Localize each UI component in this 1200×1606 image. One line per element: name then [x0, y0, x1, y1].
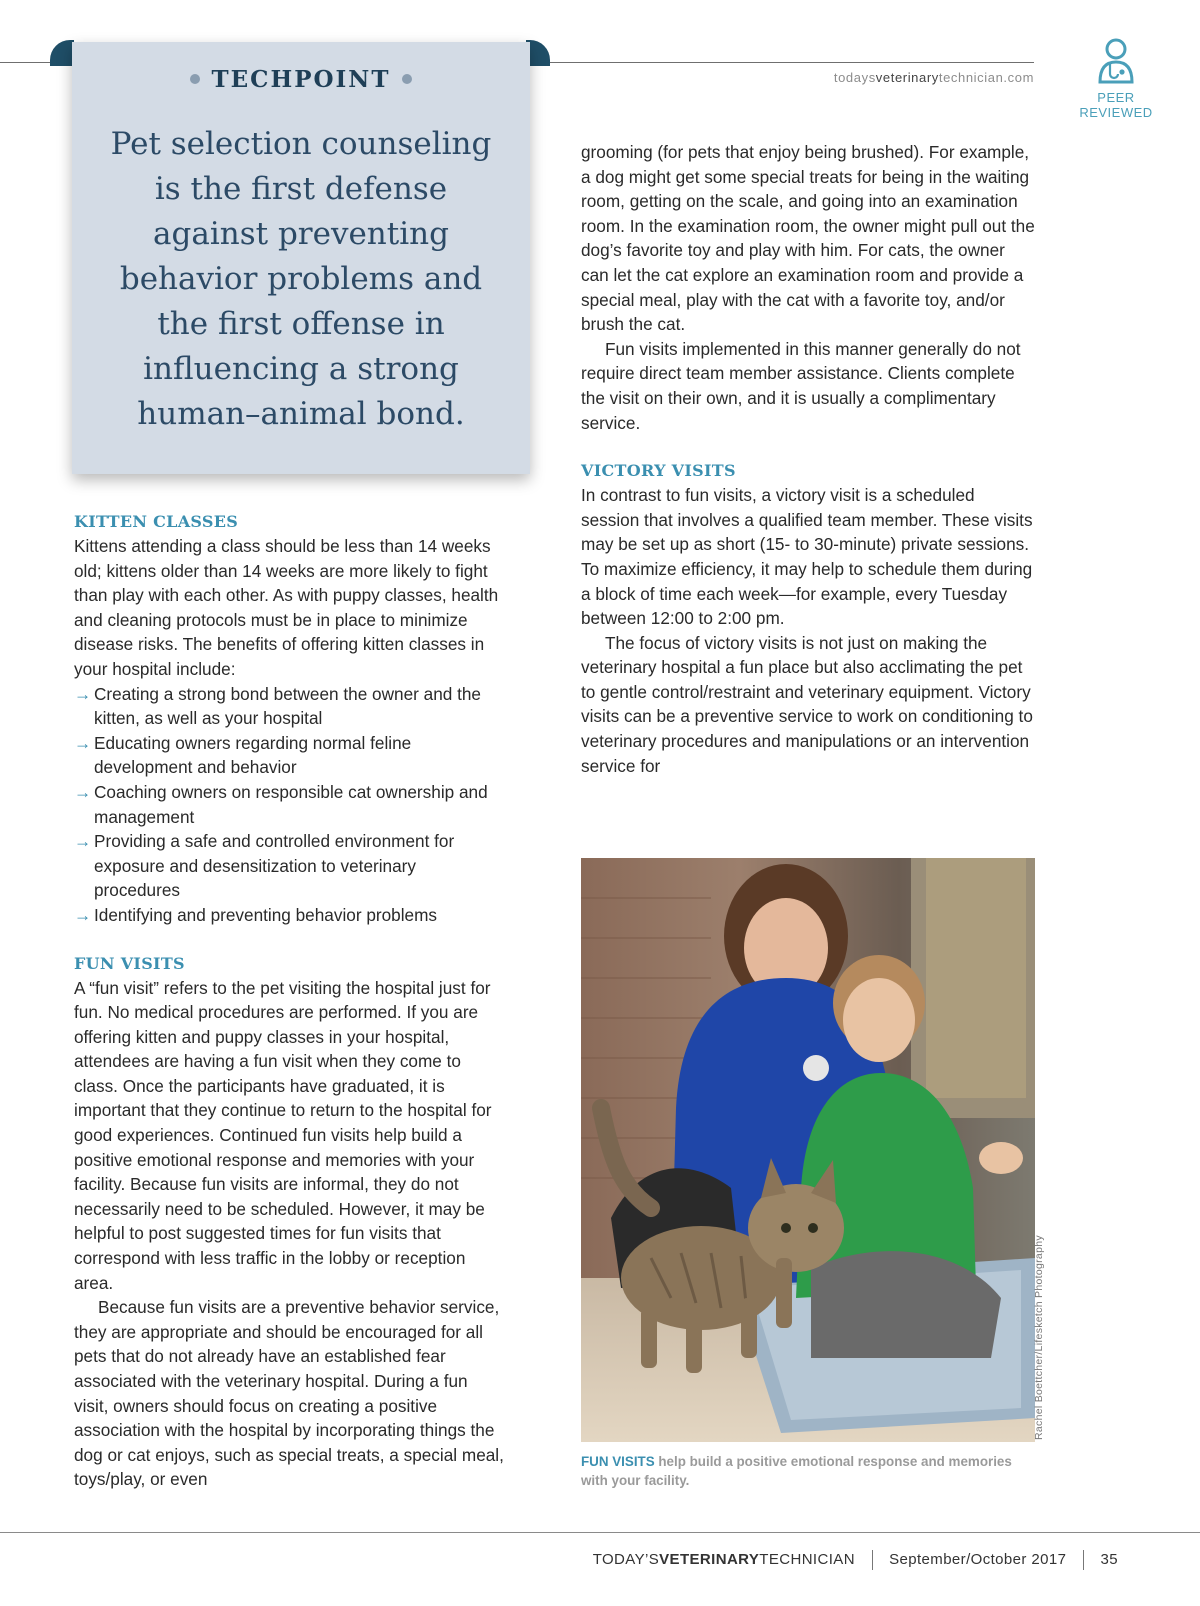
victory-visits-paragraph-2: The focus of victory visits is not just on making the veterinary hospital a fun place but also acclimating the pet to gentle control/restraint and veterinary equipment. Victory visits can be a preventive service to work on conditioning to veterinary procedures and manipulations or an intervention service for [581, 632, 1033, 776]
bullet-dot-icon [402, 74, 412, 84]
list-item [74, 829, 504, 903]
site-url-bold: veterinary [875, 70, 939, 85]
veterinarian-icon [1096, 36, 1136, 84]
kitten-classes-intro: Kittens attending a class should be less than 14 weeks old; kittens older than 14 weeks are more likely to fight than play with each other. As with puppy classes, health and cleaning protocols must be in place to minimize disease risks. The benefits of offering kitten classes in your hospital include: [74, 536, 499, 679]
header-rule-right [544, 62, 1034, 63]
arrow-right-icon: → [74, 831, 92, 852]
right-paragraph-1: grooming (for pets that enjoy being brushed). For example, a dog might get some special treats for being in the waiting room, getting on the scale, and going into an examination room. In the examination room, the owner might pull out the dog’s favorite toy and play with him. For cats, the owner can let the cat explore an examination room and provide a special meal, play with the cat with a favorite toy, and/or brush the cat. [581, 142, 1035, 335]
footer-rule [0, 1532, 1200, 1533]
photo-credit: Rachel Boettcher/Lifesketch Photography [1033, 1235, 1045, 1440]
arrow-right-icon: → [74, 904, 92, 925]
peer-label-line1: PEER [1097, 90, 1135, 105]
magazine-name-suffix: TECHNICIAN [759, 1550, 855, 1568]
list-item-text: Educating owners regarding normal feline development and behavior [94, 732, 412, 778]
site-url[interactable] [834, 70, 1034, 85]
techpoint-title: TECHPOINT [211, 66, 391, 93]
arrow-right-icon: → [74, 781, 92, 802]
site-url-prefix: todays [833, 70, 876, 85]
list-item-text: Creating a strong bond between the owner and the kitten, as well as your hospital [94, 683, 481, 729]
fun-visits-heading: FUN VISITS [74, 953, 185, 973]
magazine-name-bold: VETERINARY [659, 1550, 760, 1568]
victory-visits-heading: VICTORY VISITS [581, 461, 736, 481]
techpoint-callout [72, 42, 530, 474]
techpoint-heading [72, 66, 530, 93]
right-paragraph-2: Fun visits implemented in this manner generally do not require direct team member assistance. Clients complete the visit on their own, and it is usually a complimentary service. [581, 338, 1021, 433]
peer-label-line2: REVIEWED [1079, 105, 1153, 120]
caption-text: help build a positive emotional response and memories with your facility. [581, 1454, 1012, 1488]
fun-visits-paragraph-2: Because fun visits are a preventive behavior service, they are appropriate and should be encouraged for all pets that do not already have an established fear associated with the veterinary hospital. During a fun visit, owners should focus on creating a positive association with the hospital by incorporating things the dog or cat enjoys, such as special treats, a special meal, toys/play, or even [74, 1297, 504, 1490]
list-item [74, 903, 504, 928]
site-url-mid: technician [938, 70, 1004, 85]
footer-divider [1083, 1550, 1084, 1570]
victory-visits-paragraph-1: In contrast to fun visits, a victory visit is a scheduled session that involves a qualified team member. These visits may be set up as short (15- to 30-minute) private sessions. To maximize efficiency, it may help to schedule them during a block of time each week—for example, every Tuesday between 12:00 to 2:00 pm. [581, 485, 1033, 629]
photo-caption [581, 1452, 1041, 1490]
issue-date: September/October 2017 [889, 1550, 1067, 1568]
kitten-classes-heading: KITTEN CLASSES [74, 512, 239, 531]
list-item-text: Coaching owners on responsible cat ownership and management [94, 781, 488, 827]
list-item [74, 780, 504, 829]
page-number: 35 [1100, 1550, 1118, 1568]
page-footer [593, 1550, 1118, 1570]
photo-illustration [581, 858, 1035, 1442]
list-item [74, 682, 504, 731]
techpoint-quote: Pet selection counseling is the first defense against preventing behavior problems and the first offense in influencing a strong human–animal bond. [110, 126, 492, 432]
fun-visit-photo [581, 858, 1035, 1442]
list-item-text: Identifying and preventing behavior problems [94, 904, 438, 925]
magazine-name-prefix: TODAY’S [592, 1550, 660, 1568]
magazine-name [593, 1551, 855, 1568]
arrow-right-icon: → [74, 732, 92, 753]
site-url-suffix: .com [1003, 70, 1034, 85]
arrow-right-icon: → [74, 683, 92, 704]
list-item [74, 731, 504, 780]
list-item-text: Providing a safe and controlled environment for exposure and desensitization to veterinary procedures [94, 831, 455, 901]
bullet-dot-icon [190, 74, 200, 84]
callout-tab-left [50, 40, 74, 66]
kitten-benefits-list [74, 682, 504, 928]
caption-lead: FUN VISITS [581, 1454, 655, 1469]
fun-visits-paragraph-1: A “fun visit” refers to the pet visiting the hospital just for fun. No medical procedures are performed. If you are offering kitten and puppy classes in your hospital, attendees are having a fun visit when they come to class. Once the participants have graduated, it is important that they continue to return to the hospital for good experiences. Continued fun visits help build a positive emotional response and memories with your facility. Because fun visits are informal, they do not necessarily need to be scheduled. However, it may be helpful to post suggested times for fun visits that correspond with less traffic in the lobby or reception area. [74, 977, 492, 1293]
right-column [581, 140, 1036, 778]
footer-divider [872, 1550, 873, 1570]
left-column [74, 510, 504, 1492]
peer-reviewed-badge [1070, 36, 1162, 120]
